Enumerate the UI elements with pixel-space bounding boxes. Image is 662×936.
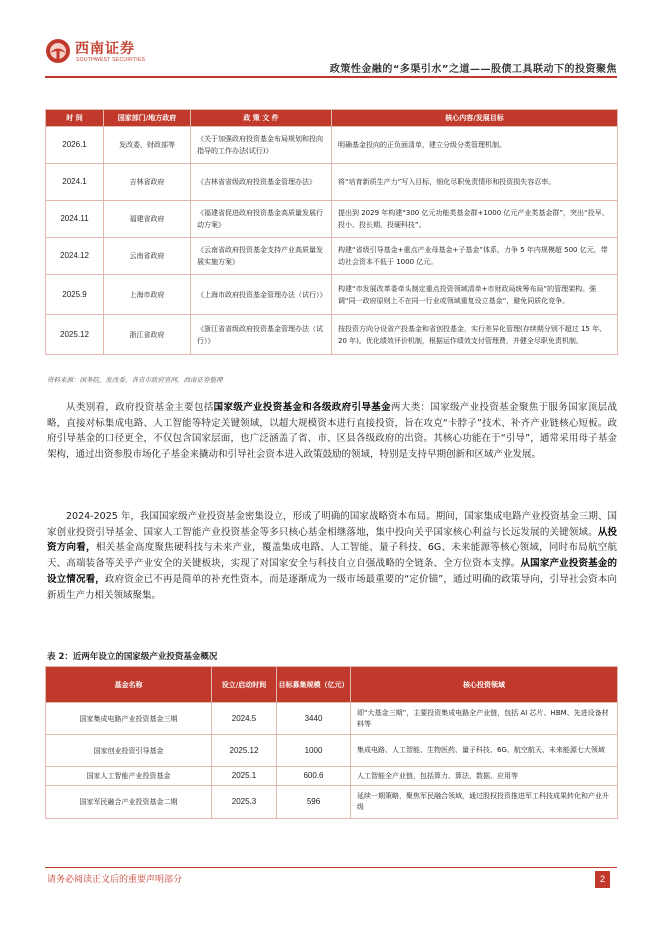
- fund-table: [45, 666, 618, 819]
- table-row: [46, 315, 618, 355]
- column-header: 时 间: [46, 110, 104, 127]
- paragraph-text: 相关基金高度聚焦硬科技与未来产业，覆盖集成电路、人工智能、量子科技、6G、未来能源等核心领域，同时布局航空航天、高端装备等关乎产业安全的关键板块，实现了对国家安全与科技自立自强战略的全链条、全方位资本支撑。: [47, 542, 617, 570]
- fund-name-cell: 国家创业投资引导基金: [46, 735, 212, 767]
- page-number: 2: [595, 871, 610, 888]
- body-paragraph-1: [47, 400, 617, 496]
- fund-name-cell: 国家军民融合产业投资基金二期: [46, 786, 212, 819]
- scale-cell: 596: [277, 786, 351, 819]
- policy-document-cell: 《浙江省省级政府投资基金管理办法（试行）》: [191, 315, 332, 355]
- page-header: [45, 36, 617, 76]
- table-row: [46, 735, 618, 767]
- scale-cell: 1000: [277, 735, 351, 767]
- paragraph-text: 从类别看，政府投资基金主要包括: [66, 402, 214, 413]
- policy-document-cell: 《上海市政府投资基金管理办法（试行）》: [191, 275, 332, 315]
- date-cell: 2024.5: [212, 703, 277, 735]
- content-cell: 按投资方向分设省产投基金和省创投基金，实行差异化管理(存续期分别不超过 15 年、20 年)。优化绩效评价机制，根据运作绩效支付管理费，并健全尽职免责机制。: [332, 315, 618, 355]
- policy-table: [45, 109, 618, 355]
- table-row: [46, 767, 618, 786]
- date-cell: 2025.9: [46, 275, 104, 315]
- investment-field-cell: 集成电路、人工智能、生物医药、量子科技、6G、航空航天、未来能源七大领域: [351, 735, 618, 767]
- scale-cell: 3440: [277, 703, 351, 735]
- column-header: 政 策 文 件: [191, 110, 332, 127]
- footer-disclaimer: 请务必阅读正文后的重要声明部分: [47, 875, 183, 885]
- table-row: [46, 164, 618, 201]
- fund-name-cell: 国家人工智能产业投资基金: [46, 767, 212, 786]
- table-caption: 表 2：近两年设立的国家级产业投资基金概况: [47, 652, 218, 662]
- date-cell: 2025.1: [212, 767, 277, 786]
- column-header: 核心投资领域: [351, 667, 618, 703]
- footer-divider: [45, 867, 617, 868]
- date-cell: 2024.11: [46, 201, 104, 238]
- paragraph-emphasis: 国家级产业投资基金和各级政府引导基金: [213, 402, 391, 413]
- scale-cell: 600.6: [277, 767, 351, 786]
- table-header-row: [46, 110, 618, 127]
- date-cell: 2026.1: [46, 127, 104, 164]
- department-cell: 福建省政府: [104, 201, 191, 238]
- policy-document-cell: 《福建省促进政府投资基金高质量发展行动方案》: [191, 201, 332, 238]
- paragraph-text: 两大类：国家级产业投资基金聚焦于服务国家顶层战略，直接对标集成电路、人工智能等特定关键领域，以超大规模资本进行直接投资，旨在攻克“卡脖子”技术、补齐产业链核心短板。政府引导基金的口径更全，不仅包含国家层面，也广泛涵盖了省、市、区县各级政府的出资。其核心功能在于“引导”，通常采用母子基金架构，通过出资参股市场化子基金来撬动和引导社会资本进入政策鼓励的领域，特别是支持早期创新和区域产业发展。: [47, 402, 617, 461]
- paragraph-text: 政府资金已不再是简单的补充性资本，而是逐渐成为一级市场最重要的“定价锚”，通过明确的政策导向，引导社会资本向新质生产力相关领域聚集。: [47, 573, 617, 601]
- column-header: 目标募集规模（亿元）: [277, 667, 351, 703]
- date-cell: 2024.1: [46, 164, 104, 201]
- content-cell: 明确基金投向的正负面清单，建立分级分类管理机制。: [332, 127, 618, 164]
- department-cell: 云南省政府: [104, 238, 191, 275]
- company-logo: [45, 36, 205, 72]
- column-header: 设立/启动时间: [212, 667, 277, 703]
- date-cell: 2025.12: [212, 735, 277, 767]
- date-cell: 2024.12: [46, 238, 104, 275]
- content-cell: 提出到 2029 年构建“300 亿元功能类基金群+1000 亿元产业类基金群”，突出“投早、投小、投长期、投硬科技”。: [332, 201, 618, 238]
- table-header-row: [46, 667, 618, 703]
- investment-field-cell: 延续一期策略，聚焦军民融合领域，通过股权投资推进军工科技成果转化和产业升级: [351, 786, 618, 819]
- content-cell: 构建“省级引导基金+重点产业母基金+子基金”体系，力争 5 年内规模超 500 亿元，带动社会资本不低于 1000 亿元。: [332, 238, 618, 275]
- investment-field-cell: 即“大基金三期”，主要投资集成电路全产业链，包括 AI 芯片、HBM、先进设备材料等: [351, 703, 618, 735]
- policy-document-cell: 《吉林省省级政府投资基金管理办法》: [191, 164, 332, 201]
- policy-document-cell: 《云南省政府投资基金支持产业高质量发展实施方案》: [191, 238, 332, 275]
- column-header: 国家部门/地方政府: [104, 110, 191, 127]
- table-row: [46, 201, 618, 238]
- content-cell: 构建“市发展改革委牵头制定重点投资领域清单+市财政局统筹布局”的管理架构。强调“同一政府原则上不在同一行业或领域重复设立基金”，避免同质化竞争。: [332, 275, 618, 315]
- column-header: 核心内容/发展目标: [332, 110, 618, 127]
- table-row: [46, 238, 618, 275]
- department-cell: 浙江省政府: [104, 315, 191, 355]
- body-paragraph-2: [47, 509, 617, 639]
- date-cell: 2025.12: [46, 315, 104, 355]
- investment-field-cell: 人工智能全产业链，包括算力、算法、数据、应用等: [351, 767, 618, 786]
- logo-text-en: SOUTHWEST SECURITIES: [76, 57, 146, 63]
- logo-text-cn: 西南证券: [75, 41, 135, 57]
- paragraph-emphasis: 从国家产业投资基金的设立情况看，: [47, 558, 617, 585]
- table-row: [46, 127, 618, 164]
- department-cell: 吉林省政府: [104, 164, 191, 201]
- column-header: 基金名称: [46, 667, 212, 703]
- date-cell: 2025.3: [212, 786, 277, 819]
- header-divider: [45, 76, 617, 78]
- table-row: [46, 786, 618, 819]
- table-row: [46, 703, 618, 735]
- paragraph-emphasis: 从投资方向看，: [47, 526, 617, 554]
- fund-name-cell: 国家集成电路产业投资基金三期: [46, 703, 212, 735]
- department-cell: 上海市政府: [104, 275, 191, 315]
- report-title: 政策性金融的“多渠引水”之道——股债工具联动下的投资聚焦: [329, 64, 617, 75]
- policy-document-cell: 《关于加强政府投资基金布局规划和投向指导的工作办法(试行)》: [191, 127, 332, 164]
- department-cell: 发改委、财政部等: [104, 127, 191, 164]
- paragraph-text: 2024-2025 年，我国国家级产业投资基金密集设立，形成了明确的国家战略资本布局。期间，国家集成电路产业投资基金三期、国家创业投资引导基金、国家人工智能产业投资基金等多只核心基金相继落地，集中投向关乎国家核心利益与长远发展的关键领域。: [47, 511, 617, 538]
- content-cell: 将“培育新质生产力”写入目标，细化尽职免责情形和投资损失容忍率。: [332, 164, 618, 201]
- table-source-note: 资料来源：国务院，发改委，各省市政府官网，西南证券整理: [47, 376, 223, 384]
- logo-icon: [45, 38, 71, 64]
- table-row: [46, 275, 618, 315]
